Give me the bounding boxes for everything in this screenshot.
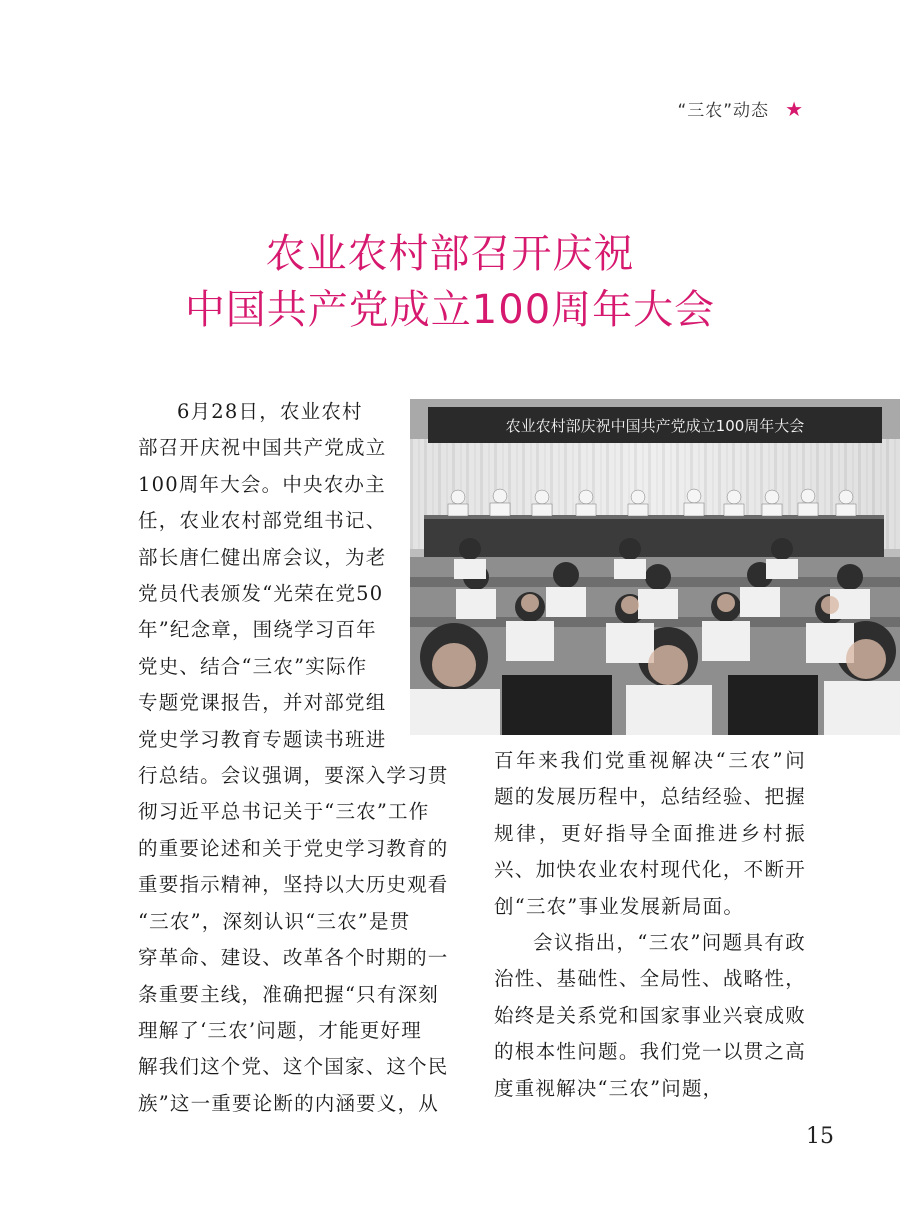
text-line: 100周年大会。中央农办主 — [138, 472, 386, 496]
text-line: 部召开庆祝中国共产党成立 — [138, 436, 387, 460]
page-number: 15 — [806, 1124, 834, 1149]
text-line: 条重要主线，准确把握“只有深刻 — [138, 982, 439, 1006]
text-line: 重要指示精神，坚持以大历史观看 — [138, 873, 449, 897]
article-title — [0, 226, 900, 338]
text-line: 党史、结合“三农”实际作 — [138, 654, 368, 678]
meeting-photo — [410, 399, 900, 735]
meeting-photo-illustration — [410, 399, 900, 735]
text-line: 行总结。会议强调，要深入学习贯 — [138, 764, 449, 788]
section-header — [677, 96, 804, 121]
text-line: 任，农业农村部党组书记、 — [138, 509, 387, 533]
text-line: 部长唐仁健出席会议，为老 — [138, 545, 387, 569]
left-column-text — [138, 394, 450, 1122]
text-line: 年”纪念章，围绕学习百年 — [138, 618, 377, 642]
title-line-1: 农业农村部召开庆祝 — [265, 231, 635, 277]
text-line: 党员代表颁发“光荣在党50 — [138, 582, 384, 606]
photo-banner-text: 农业农村部庆祝中国共产党成立100周年大会 — [505, 417, 805, 435]
star-icon: ★ — [785, 96, 804, 121]
right-paragraph-1: 百年来我们党重视解决“三农”问题的发展历程中，总结经验、把握规律，更好指导全面推进乡村振兴、加快农业农村现代化，不断开创“三农”事业发展新局面。 — [494, 749, 806, 918]
text-line: 族”这一重要论断的内涵要义，从 — [138, 1091, 439, 1115]
text-line: 解我们这个党、这个国家、这个民 — [138, 1055, 449, 1079]
text-line: 彻习近平总书记关于“三农”工作 — [138, 800, 430, 824]
text-line: 穿革命、建设、改革各个时期的一 — [138, 946, 449, 970]
text-line: 专题党课报告，并对部党组 — [138, 691, 387, 715]
text-line: 理解了‘三农’问题，才能更好理 — [138, 1018, 422, 1042]
title-line-2: 中国共产党成立100周年大会 — [184, 287, 716, 333]
text-line: 党史学习教育专题读书班进 — [138, 727, 387, 751]
text-line: “三农”，深刻认识“三农”是贯 — [138, 909, 411, 933]
text-line: 6月28日，农业农村 — [177, 400, 363, 423]
text-line: 的重要论述和关于党史学习教育的 — [138, 836, 449, 860]
section-label: “三农”动态 — [677, 101, 770, 121]
right-paragraph-2: 会议指出，“三农”问题具有政治性、基础性、全局性、战略性，始终是关系党和国家事业兴衰成败的根本性问题。我们党一以贯之高度重视解决“三农”问题， — [494, 931, 806, 1100]
